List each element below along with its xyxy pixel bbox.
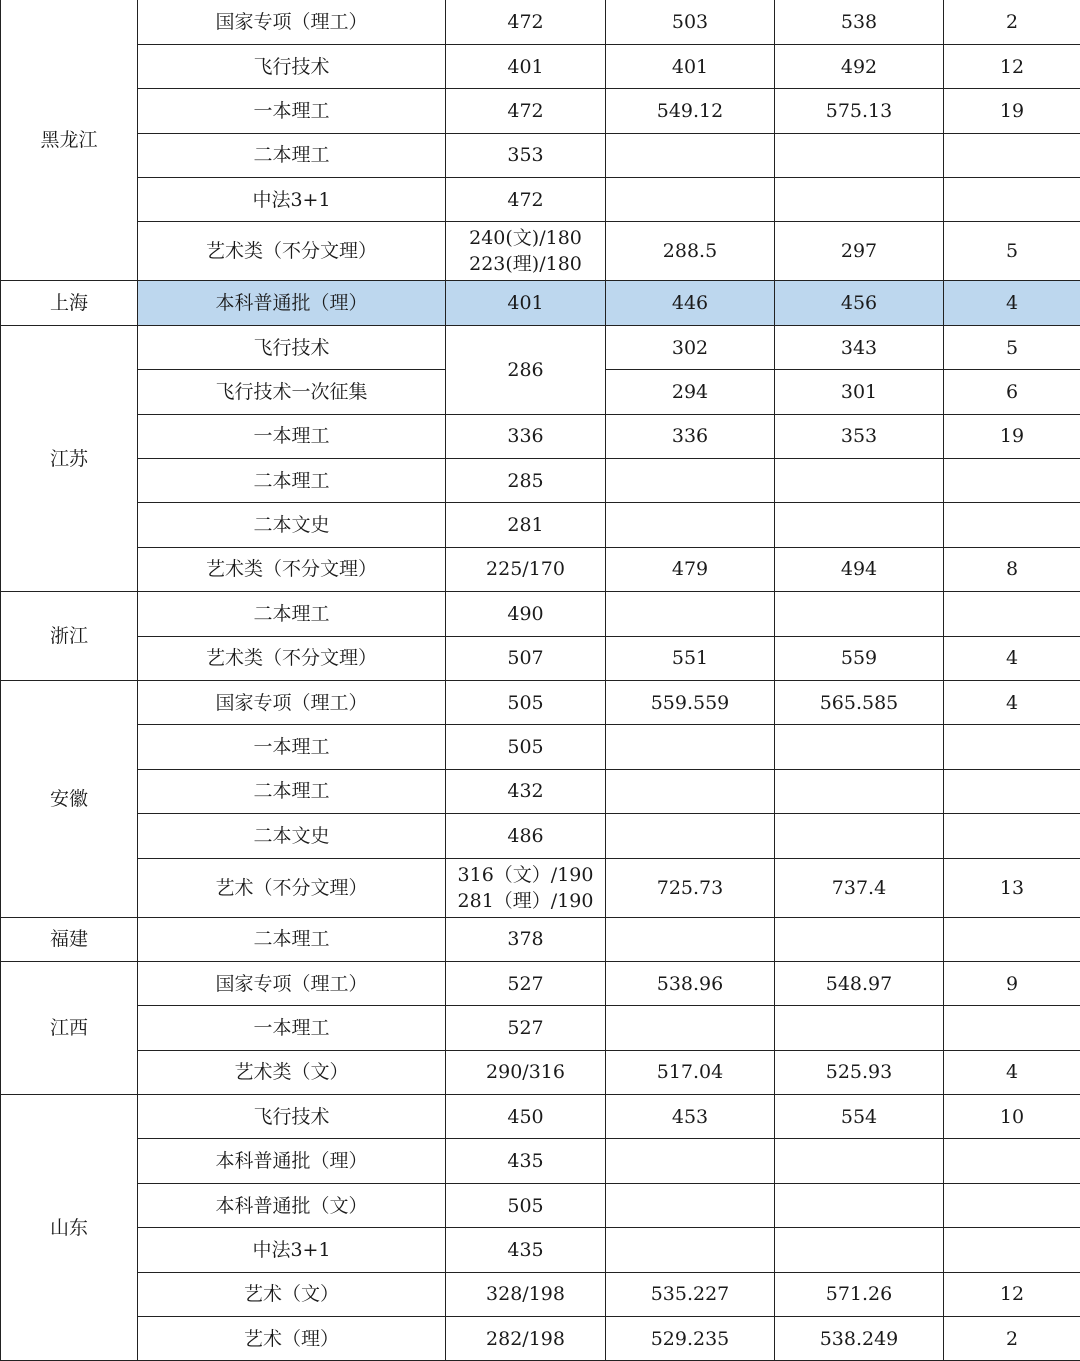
score3-cell [775, 917, 944, 961]
score1-cell: 225/170 [446, 547, 606, 591]
count-cell: 19 [944, 414, 1080, 458]
category-cell: 国家专项（理工） [138, 961, 446, 1005]
table-row [1, 222, 1080, 281]
category-cell: 国家专项（理工） [138, 680, 446, 724]
score1-cell: 353 [446, 133, 606, 177]
score1-cell: 472 [446, 89, 606, 133]
score1-cell [446, 222, 606, 281]
score3-cell [775, 1006, 944, 1050]
table-row [1, 636, 1080, 680]
category-cell: 艺术类（不分文理） [138, 222, 446, 281]
category-cell: 本科普通批（文） [138, 1183, 446, 1227]
score1-cell: 505 [446, 1183, 606, 1227]
count-cell: 12 [944, 1272, 1080, 1316]
score2-cell: 401 [606, 44, 775, 88]
count-cell: 6 [944, 370, 1080, 414]
table-row [1, 1139, 1080, 1183]
table-row [1, 917, 1080, 961]
score2-cell: 725.73 [606, 858, 775, 917]
table-row [1, 459, 1080, 503]
score2-cell [606, 1183, 775, 1227]
table-row [1, 503, 1080, 547]
table-row [1, 133, 1080, 177]
score1-cell: 401 [446, 281, 606, 325]
score3-cell: 565.585 [775, 680, 944, 724]
table-row [1, 89, 1080, 133]
score1-cell: 282/198 [446, 1317, 606, 1361]
score3-cell: 538 [775, 0, 944, 44]
count-cell: 12 [944, 44, 1080, 88]
score3-cell [775, 725, 944, 769]
table-row [1, 44, 1080, 88]
province-cell: 福建 [1, 917, 138, 961]
table-row [1, 1317, 1080, 1361]
score3-cell [775, 592, 944, 636]
score2-cell [606, 769, 775, 813]
score3-cell: 343 [775, 325, 944, 369]
province-cell: 山东 [1, 1095, 138, 1361]
score3-cell: 456 [775, 281, 944, 325]
province-cell: 江西 [1, 961, 138, 1094]
count-cell [944, 1228, 1080, 1272]
count-cell: 13 [944, 858, 1080, 917]
score1-cell: 432 [446, 769, 606, 813]
table-row [1, 325, 1080, 369]
score2-cell [606, 503, 775, 547]
score2-cell: 549.12 [606, 89, 775, 133]
score3-cell: 575.13 [775, 89, 944, 133]
score1-cell: 490 [446, 592, 606, 636]
category-cell: 二本理工 [138, 133, 446, 177]
table-row [1, 1272, 1080, 1316]
table-row [1, 1228, 1080, 1272]
table-row [1, 1095, 1080, 1139]
count-cell: 2 [944, 1317, 1080, 1361]
score3-cell [775, 769, 944, 813]
score2-cell [606, 178, 775, 222]
score1-cell: 286 [446, 325, 606, 414]
score2-cell [606, 459, 775, 503]
table-row [1, 414, 1080, 458]
table-row [1, 961, 1080, 1005]
category-cell: 飞行技术 [138, 44, 446, 88]
score1-cell: 486 [446, 814, 606, 858]
category-cell: 一本理工 [138, 414, 446, 458]
score3-cell: 494 [775, 547, 944, 591]
score3-cell: 559 [775, 636, 944, 680]
category-cell: 本科普通批（理） [138, 1139, 446, 1183]
score1-line: 240(文)/180 [446, 225, 605, 251]
category-cell: 中法3+1 [138, 178, 446, 222]
table-row [1, 680, 1080, 724]
category-cell: 二本文史 [138, 814, 446, 858]
count-cell [944, 1006, 1080, 1050]
count-cell [944, 769, 1080, 813]
category-cell: 飞行技术 [138, 325, 446, 369]
score2-cell [606, 725, 775, 769]
count-cell [944, 459, 1080, 503]
score2-cell: 503 [606, 0, 775, 44]
score2-cell [606, 917, 775, 961]
table-row [1, 725, 1080, 769]
category-cell: 艺术类（文） [138, 1050, 446, 1094]
count-cell: 2 [944, 0, 1080, 44]
table-row [1, 1050, 1080, 1094]
score1-line: 281（理）/190 [446, 888, 605, 914]
count-cell [944, 133, 1080, 177]
count-cell [944, 814, 1080, 858]
category-cell: 一本理工 [138, 1006, 446, 1050]
category-cell: 国家专项（理工） [138, 0, 446, 44]
score3-cell: 492 [775, 44, 944, 88]
count-cell: 4 [944, 636, 1080, 680]
province-cell: 上海 [1, 281, 138, 325]
score1-cell: 290/316 [446, 1050, 606, 1094]
score2-cell: 302 [606, 325, 775, 369]
province-cell: 黑龙江 [1, 0, 138, 281]
score3-cell: 538.249 [775, 1317, 944, 1361]
category-cell: 艺术类（不分文理） [138, 636, 446, 680]
score3-cell [775, 1139, 944, 1183]
category-cell: 飞行技术 [138, 1095, 446, 1139]
category-cell: 一本理工 [138, 89, 446, 133]
count-cell: 4 [944, 680, 1080, 724]
score1-cell: 472 [446, 178, 606, 222]
category-cell: 本科普通批（理） [138, 281, 446, 325]
category-cell: 飞行技术一次征集 [138, 370, 446, 414]
score2-cell [606, 1139, 775, 1183]
score3-cell: 525.93 [775, 1050, 944, 1094]
score1-cell: 435 [446, 1139, 606, 1183]
count-cell: 4 [944, 1050, 1080, 1094]
score3-cell: 301 [775, 370, 944, 414]
category-cell: 一本理工 [138, 725, 446, 769]
score3-cell: 548.97 [775, 961, 944, 1005]
count-cell: 5 [944, 222, 1080, 281]
count-cell [944, 1183, 1080, 1227]
score2-cell: 538.96 [606, 961, 775, 1005]
score3-cell [775, 178, 944, 222]
score2-cell [606, 814, 775, 858]
category-cell: 二本理工 [138, 917, 446, 961]
category-cell: 二本理工 [138, 459, 446, 503]
score1-cell: 505 [446, 725, 606, 769]
count-cell [944, 178, 1080, 222]
score2-cell: 559.559 [606, 680, 775, 724]
count-cell: 4 [944, 281, 1080, 325]
score1-cell [446, 858, 606, 917]
count-cell: 10 [944, 1095, 1080, 1139]
score3-cell [775, 1228, 944, 1272]
score2-cell: 446 [606, 281, 775, 325]
count-cell [944, 725, 1080, 769]
score2-cell: 453 [606, 1095, 775, 1139]
province-cell: 浙江 [1, 592, 138, 681]
score3-cell: 571.26 [775, 1272, 944, 1316]
count-cell [944, 917, 1080, 961]
score2-cell: 288.5 [606, 222, 775, 281]
score1-cell: 450 [446, 1095, 606, 1139]
count-cell [944, 503, 1080, 547]
score3-cell: 737.4 [775, 858, 944, 917]
score3-cell: 353 [775, 414, 944, 458]
category-cell: 艺术（文） [138, 1272, 446, 1316]
table-row-highlighted [1, 281, 1080, 325]
count-cell: 9 [944, 961, 1080, 1005]
table-row [1, 769, 1080, 813]
category-cell: 二本文史 [138, 503, 446, 547]
score3-cell [775, 459, 944, 503]
score1-cell: 507 [446, 636, 606, 680]
count-cell [944, 1139, 1080, 1183]
score1-cell: 505 [446, 680, 606, 724]
score3-cell: 297 [775, 222, 944, 281]
table-row [1, 547, 1080, 591]
table-row [1, 1006, 1080, 1050]
score2-cell: 551 [606, 636, 775, 680]
count-cell: 19 [944, 89, 1080, 133]
province-cell: 安徽 [1, 680, 138, 917]
category-cell: 中法3+1 [138, 1228, 446, 1272]
score3-cell: 554 [775, 1095, 944, 1139]
score3-cell [775, 814, 944, 858]
score1-line: 223(理)/180 [446, 251, 605, 277]
score2-cell [606, 1006, 775, 1050]
score3-cell [775, 133, 944, 177]
score2-cell [606, 592, 775, 636]
score2-cell: 294 [606, 370, 775, 414]
table-row [1, 814, 1080, 858]
table-row [1, 1183, 1080, 1227]
table-row [1, 858, 1080, 917]
table-row [1, 0, 1080, 44]
category-cell: 艺术类（不分文理） [138, 547, 446, 591]
province-cell: 江苏 [1, 325, 138, 591]
score1-cell: 336 [446, 414, 606, 458]
score2-cell [606, 1228, 775, 1272]
score2-cell: 336 [606, 414, 775, 458]
score1-cell: 328/198 [446, 1272, 606, 1316]
score2-cell: 535.227 [606, 1272, 775, 1316]
score1-cell: 527 [446, 1006, 606, 1050]
category-cell: 艺术（不分文理） [138, 858, 446, 917]
table-row [1, 178, 1080, 222]
category-cell: 二本理工 [138, 592, 446, 636]
score3-cell [775, 503, 944, 547]
score1-cell: 435 [446, 1228, 606, 1272]
count-cell [944, 592, 1080, 636]
count-cell: 8 [944, 547, 1080, 591]
score2-cell: 479 [606, 547, 775, 591]
score3-cell [775, 1183, 944, 1227]
score1-cell: 401 [446, 44, 606, 88]
score2-cell [606, 133, 775, 177]
category-cell: 艺术（理） [138, 1317, 446, 1361]
score1-line: 316（文）/190 [446, 862, 605, 888]
score2-cell: 529.235 [606, 1317, 775, 1361]
score1-cell: 378 [446, 917, 606, 961]
score1-cell: 281 [446, 503, 606, 547]
table-row [1, 592, 1080, 636]
score1-cell: 285 [446, 459, 606, 503]
score1-cell: 472 [446, 0, 606, 44]
category-cell: 二本理工 [138, 769, 446, 813]
score1-cell: 527 [446, 961, 606, 1005]
score2-cell: 517.04 [606, 1050, 775, 1094]
count-cell: 5 [944, 325, 1080, 369]
